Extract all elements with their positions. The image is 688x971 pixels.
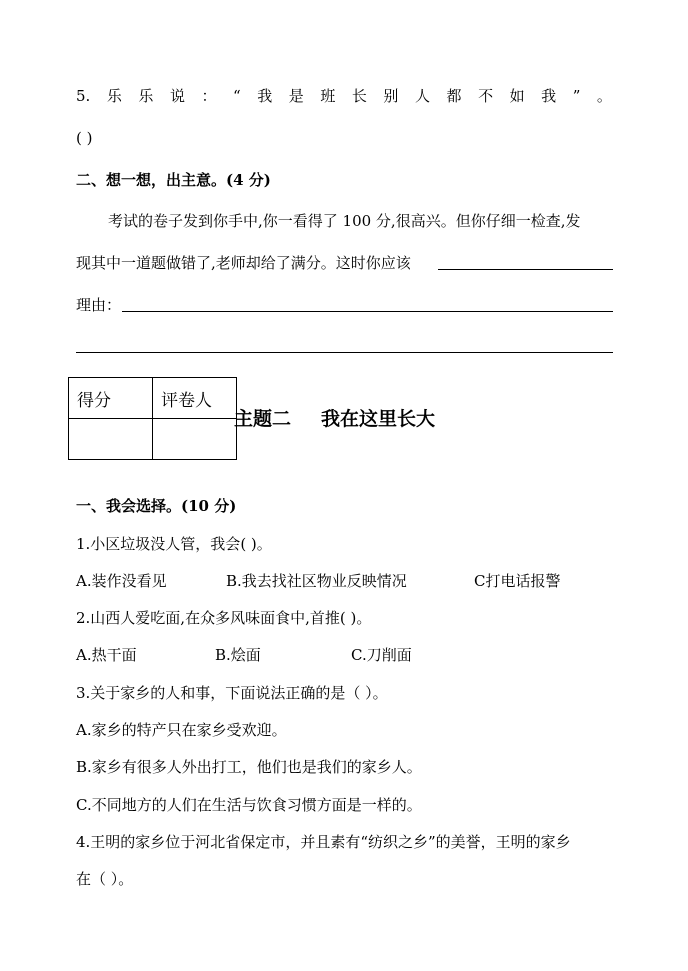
grader-header: 评卷人 — [153, 378, 237, 419]
score-cell — [69, 419, 153, 460]
q5-char: 说 — [169, 87, 185, 105]
theme-name: 我在这里长大 — [321, 408, 436, 430]
section-2-heading: 二、想一想，出主意。(4 分) — [76, 171, 271, 189]
reason-blank-line — [122, 311, 613, 312]
q5-char: 如 — [509, 87, 525, 105]
q5-char: 是 — [288, 87, 304, 105]
section-2-paragraph-line1: 考试的卷子发到你手中,你一看得了 100 分,很高兴。但你仔细一检查,发 — [108, 212, 581, 230]
question-3-stem: 3.关于家乡的人和事，下面说法正确的是（ ）。 — [76, 684, 388, 702]
q5-char: 长 — [351, 87, 367, 105]
q5-char: 我 — [257, 87, 273, 105]
score-table — [68, 377, 237, 460]
question-4-stem-line1: 4.王明的家乡位于河北省保定市，并且素有“纺织之乡”的美誉，王明的家乡 — [76, 833, 571, 851]
theme-label: 主题二 — [234, 408, 292, 430]
part-1-heading: 一、我会选择。(10 分) — [76, 497, 237, 515]
q5-char: 我 — [541, 87, 557, 105]
q5-char: 乐 — [138, 87, 154, 105]
question-1-option-c: C打电话报警 — [474, 572, 561, 590]
q5-char: 班 — [320, 87, 336, 105]
q5-char: 5. — [76, 87, 91, 105]
question-2-option-b: B.烩面 — [215, 646, 261, 664]
reason-label: 理由： — [76, 296, 122, 314]
q5-char: 乐 — [106, 87, 122, 105]
question-3-option-b: B.家乡有很多人外出打工，他们也是我们的家乡人。 — [76, 758, 422, 776]
question-1-option-b: B.我去找社区物业反映情况 — [226, 572, 407, 590]
question-2-option-c: C.刀削面 — [351, 646, 412, 664]
q5-char: “ — [233, 87, 241, 105]
question-2-stem: 2.山西人爱吃面,在众多风味面食中,首推( )。 — [76, 609, 372, 627]
reason-blank-line-2 — [76, 352, 613, 353]
question-3-option-c: C.不同地方的人们在生活与饮食习惯方面是一样的。 — [76, 796, 422, 814]
q5-char: 不 — [478, 87, 494, 105]
question-3-option-a: A.家乡的特产只在家乡受欢迎。 — [76, 721, 287, 739]
question-5-line — [76, 86, 612, 106]
q5-char: 别 — [383, 87, 399, 105]
q5-answer-paren: ( ) — [76, 129, 93, 147]
theme-title — [234, 407, 435, 431]
question-4-stem-line2: 在（ ）。 — [76, 870, 134, 888]
question-1-option-a: A.装作没看见 — [76, 572, 167, 590]
question-2-option-a: A.热干面 — [76, 646, 137, 664]
question-1-stem: 1.小区垃圾没人管，我会( )。 — [76, 535, 272, 553]
grader-cell — [153, 419, 237, 460]
q5-char: 人 — [414, 87, 430, 105]
score-header: 得分 — [69, 378, 153, 419]
q5-char: ： — [201, 87, 217, 105]
q5-char: 。 — [596, 87, 612, 105]
q5-char: 都 — [446, 87, 462, 105]
q5-char: ” — [572, 87, 581, 105]
answer-blank-line — [438, 269, 613, 270]
section-2-paragraph-line2: 现其中一道题做错了,老师却给了满分。这时你应该 — [76, 254, 411, 272]
